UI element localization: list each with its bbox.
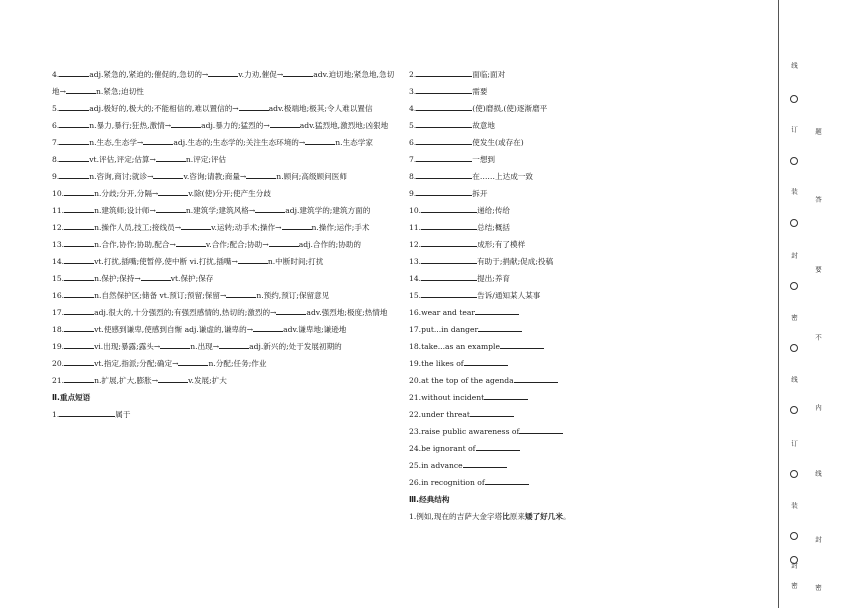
entry-text: v.咨询;请教;商量→ (183, 172, 247, 181)
entry-text: n.合作,协作;协助,配合→ (94, 240, 176, 249)
example-bold: 比 (502, 512, 510, 521)
answer-blank[interactable] (416, 187, 472, 196)
vocab-entry (52, 185, 396, 202)
phrase-entry (409, 83, 754, 100)
entry-number: 10. (52, 189, 65, 198)
entry-number: 6. (52, 121, 60, 130)
phrase-entry (409, 253, 754, 270)
vocab-entry (52, 287, 396, 304)
entry-text: n.预约,预订;保留意见 (256, 291, 330, 300)
binding-hole-icon (790, 219, 798, 227)
entry-number: 23. (409, 427, 422, 436)
answer-blank[interactable] (156, 204, 186, 213)
entry-number: 6. (409, 138, 417, 147)
answer-blank[interactable] (282, 221, 312, 230)
answer-blank[interactable] (219, 340, 249, 349)
phrase-entry (409, 423, 754, 440)
entry-text: n.咨询,商讨;就诊→ (89, 172, 154, 181)
entry-text: adv.强烈地;极度;热情地 (306, 308, 388, 317)
entry-text: be ignorant of (421, 444, 476, 453)
binding-notice-label: 密 (814, 584, 822, 591)
entry-number: 8. (52, 155, 60, 164)
phrase-entry (409, 355, 754, 372)
answer-blank[interactable] (476, 442, 520, 451)
entry-number: 8. (409, 172, 417, 181)
vocab-entry (52, 66, 396, 100)
answer-blank[interactable] (66, 85, 96, 94)
phrase-entry (409, 304, 754, 321)
entry-text: n.顾问;高级顾问医师 (276, 172, 347, 181)
entry-text: adj.生态的;生态学的;关注生态环境的→ (173, 138, 306, 147)
entry-number: 16. (409, 308, 422, 317)
entry-text: adj.很大的,十分强烈的;有强烈感情的,热切的;激烈的→ (94, 308, 277, 317)
binding-label: 装 (790, 502, 798, 509)
entry-text: adj.建筑学的;建筑方面的 (285, 206, 371, 215)
entry-text: 在……上达成一致 (472, 172, 533, 181)
entry-number: 19. (409, 359, 422, 368)
binding-label: 密 (790, 314, 798, 321)
entry-text: v.除(使)分开;使产生分歧 (188, 189, 271, 198)
answer-blank[interactable] (478, 323, 522, 332)
entry-number: 18. (52, 325, 65, 334)
binding-label: 封 (790, 252, 798, 259)
answer-blank[interactable] (485, 476, 529, 485)
entry-number: 2. (409, 70, 417, 79)
answer-blank[interactable] (416, 85, 472, 94)
answer-blank[interactable] (64, 340, 94, 349)
answer-blank[interactable] (421, 238, 477, 247)
entry-number: 14. (52, 257, 65, 266)
entry-number: 5. (52, 104, 60, 113)
phrase-entry (409, 474, 754, 491)
answer-blank[interactable] (226, 289, 256, 298)
answer-blank[interactable] (64, 272, 94, 281)
answer-blank[interactable] (421, 204, 477, 213)
vocab-entry (52, 270, 396, 287)
answer-blank[interactable] (484, 391, 528, 400)
entry-text: under threat (421, 410, 470, 419)
entry-text: adj.暴力的;猛烈的→ (201, 121, 270, 130)
entry-text: 使发生(或存在) (472, 138, 524, 147)
entry-text: take...as an example (421, 342, 500, 351)
entry-number: 21. (52, 376, 65, 385)
answer-blank[interactable] (59, 170, 89, 179)
binding-notice-label: 封 (814, 536, 822, 543)
entry-number: 9. (409, 189, 417, 198)
phrase-entry (409, 134, 754, 151)
structure-example (409, 508, 754, 525)
entry-text: vi.出现;暴露;露头→ (94, 342, 161, 351)
answer-blank[interactable] (64, 306, 94, 315)
phrase-entry (409, 270, 754, 287)
answer-blank[interactable] (239, 102, 269, 111)
entry-number: 1. (52, 410, 60, 419)
entry-number: 7. (409, 155, 417, 164)
entry-text: n.生态,生态学→ (89, 138, 144, 147)
entry-text: without incident (421, 393, 485, 402)
phrase-entry (409, 389, 754, 406)
phrase-entry (409, 219, 754, 236)
binding-hole-icon (790, 157, 798, 165)
entry-text: 提出;养育 (477, 274, 511, 283)
vocab-entry (52, 236, 396, 253)
vocab-entry (52, 202, 396, 219)
entry-text: 有助于;捐献;促成;投稿 (477, 257, 554, 266)
vocab-entry (52, 100, 396, 117)
answer-blank[interactable] (171, 119, 201, 128)
answer-blank[interactable] (283, 68, 313, 77)
binding-hole-icon (790, 532, 798, 540)
answer-blank[interactable] (64, 255, 94, 264)
entry-number: 21. (409, 393, 422, 402)
binding-label: 线 (790, 62, 798, 69)
phrase-entry (409, 100, 754, 117)
entry-text: put...in danger (421, 325, 479, 334)
entry-number: 3. (409, 87, 417, 96)
vocab-entry (52, 253, 396, 270)
entry-number: 12. (409, 240, 422, 249)
answer-blank[interactable] (176, 238, 206, 247)
answer-blank[interactable] (246, 170, 276, 179)
answer-blank[interactable] (255, 204, 285, 213)
answer-blank[interactable] (269, 238, 299, 247)
left-column (52, 66, 396, 423)
entry-number: 11. (409, 223, 422, 232)
answer-blank[interactable] (470, 408, 514, 417)
binding-margin (778, 0, 860, 608)
answer-blank[interactable] (141, 272, 171, 281)
answer-blank[interactable] (64, 323, 94, 332)
entry-number: 4. (409, 104, 417, 113)
answer-blank[interactable] (464, 357, 508, 366)
answer-blank[interactable] (416, 119, 472, 128)
phrase-entry (409, 338, 754, 355)
vocab-entry (52, 321, 396, 338)
answer-blank[interactable] (463, 459, 507, 468)
entry-number: 4. (52, 70, 60, 79)
answer-blank[interactable] (59, 136, 89, 145)
answer-blank[interactable] (64, 221, 94, 230)
answer-blank[interactable] (416, 68, 472, 77)
entry-text: in recognition of (421, 478, 485, 487)
entry-text: v.运转;动手术;操作→ (211, 223, 282, 232)
binding-hole-icon (790, 470, 798, 478)
entry-number: 13. (52, 240, 65, 249)
answer-blank[interactable] (208, 68, 238, 77)
entry-number: 18. (409, 342, 422, 351)
entry-text: 告诉/通知某人某事 (477, 291, 541, 300)
vocab-entry (52, 372, 396, 389)
entry-text: vt.使感到谦卑,使感到自惭 adj.谦虚的,谦卑的→ (94, 325, 254, 334)
phrase-entry (409, 457, 754, 474)
answer-blank[interactable] (64, 374, 94, 383)
answer-blank[interactable] (181, 221, 211, 230)
entry-number: 25. (409, 461, 422, 470)
answer-blank[interactable] (59, 119, 89, 128)
entry-text: adj.合作的;协助的 (298, 240, 362, 249)
answer-blank[interactable] (276, 306, 306, 315)
binding-notice-label: 题 (814, 128, 822, 135)
answer-blank[interactable] (305, 136, 335, 145)
binding-hole-icon (790, 406, 798, 414)
entry-text: vt.评估,评定;估算→ (89, 155, 156, 164)
entry-text: in advance (421, 461, 463, 470)
entry-number: 16. (52, 291, 65, 300)
entry-number: 5. (409, 121, 417, 130)
entry-number: 24. (409, 444, 422, 453)
phrase-entry (409, 372, 754, 389)
binding-hole-icon (790, 95, 798, 103)
entry-text: adv.迫切地;紧急地,急切地→ (52, 70, 395, 96)
example-text: 原来 (509, 512, 525, 521)
vocab-entry (52, 134, 396, 151)
binding-hole-icon (790, 282, 798, 290)
answer-blank[interactable] (153, 170, 183, 179)
answer-blank[interactable] (421, 221, 477, 230)
entry-text: 故意地 (472, 121, 496, 130)
entry-text: 总结;概括 (477, 223, 511, 232)
entry-text: 拆开 (472, 189, 488, 198)
phrase-entry (409, 168, 754, 185)
entry-number: 11. (52, 206, 65, 215)
binding-label: 密 (790, 582, 798, 589)
phrase-entry (409, 287, 754, 304)
phrase-entry (409, 202, 754, 219)
binding-notice-label: 答 (814, 196, 822, 203)
entry-number: 13. (409, 257, 422, 266)
entry-text: 需要 (472, 87, 488, 96)
answer-blank[interactable] (59, 408, 115, 417)
entry-number: 22. (409, 410, 422, 419)
entry-text: n.评定;评估 (185, 155, 227, 164)
entry-text: v.发展;扩大 (188, 376, 227, 385)
entry-text: 成形;有了模样 (477, 240, 526, 249)
entry-text: wear and tear (421, 308, 476, 317)
answer-blank[interactable] (416, 170, 472, 179)
entry-text: (使)磨损,(使)逐渐磨平 (472, 104, 548, 113)
answer-blank[interactable] (416, 153, 472, 162)
binding-hole-icon (790, 344, 798, 352)
vocab-entry (52, 355, 396, 372)
entry-number: 17. (409, 325, 422, 334)
entry-text: adj.紧急的,紧迫的;催促的,急切的→ (89, 70, 209, 79)
answer-blank[interactable] (160, 340, 190, 349)
entry-number: 10. (409, 206, 422, 215)
binding-hole-icon (790, 556, 798, 564)
entry-text: adv.极端地;极其;令人难以置信 (268, 104, 373, 113)
entry-text: vt.保护;保存 (170, 274, 214, 283)
entry-number: 15. (409, 291, 422, 300)
answer-blank[interactable] (421, 255, 477, 264)
entry-text: n.暴力,暴行;狂热,激情→ (89, 121, 172, 130)
answer-blank[interactable] (158, 187, 188, 196)
vocab-entry (52, 338, 396, 355)
entry-number: 19. (52, 342, 65, 351)
entry-text: n.中断时间;打扰 (267, 257, 324, 266)
entry-number: 20. (52, 359, 65, 368)
answer-blank[interactable] (64, 204, 94, 213)
entry-text: vt.打扰,插嘴;使暂停,使中断 vi.打扰,插嘴→ (94, 257, 238, 266)
entry-text: n.建筑学;建筑风格→ (185, 206, 256, 215)
entry-number: 14. (409, 274, 422, 283)
answer-blank[interactable] (238, 255, 268, 264)
answer-blank[interactable] (500, 340, 544, 349)
binding-notice-label: 内 (814, 404, 822, 411)
phrase-entry (409, 236, 754, 253)
entry-text: 一想到 (472, 155, 496, 164)
binding-line (778, 0, 779, 608)
entry-text: n.出现→ (190, 342, 220, 351)
entry-number: 9. (52, 172, 60, 181)
example-text: 1.例如,现在的吉萨大金字塔 (409, 512, 503, 521)
answer-blank[interactable] (421, 289, 477, 298)
entry-number: 20. (409, 376, 422, 385)
phrase-entry (409, 151, 754, 168)
answer-blank[interactable] (514, 374, 558, 383)
section-title-structures: Ⅲ.经典结构 (409, 495, 450, 504)
entry-text: 面临;面对 (472, 70, 506, 79)
entry-text: at the top of the agenda (421, 376, 514, 385)
binding-notice-label: 要 (814, 266, 822, 273)
entry-number: 12. (52, 223, 65, 232)
entry-text: raise public awareness of (421, 427, 520, 436)
entry-text: n.紧急;迫切性 (95, 87, 144, 96)
phrase-entry (409, 117, 754, 134)
answer-blank[interactable] (156, 153, 186, 162)
entry-text: n.生态学家 (335, 138, 373, 147)
vocab-entry (52, 117, 396, 134)
answer-blank[interactable] (143, 136, 173, 145)
entry-text: n.扩展,扩大,膨胀→ (94, 376, 159, 385)
example-text: 。 (562, 512, 571, 521)
entry-number: 15. (52, 274, 65, 283)
entry-text: adj.极好的,极大的;不能相信的,难以置信的→ (89, 104, 239, 113)
answer-blank[interactable] (421, 272, 477, 281)
answer-blank[interactable] (253, 323, 283, 332)
binding-notice-label: 线 (814, 470, 822, 477)
answer-blank[interactable] (59, 68, 89, 77)
entry-text: adj.新兴的;处于发展初期的 (249, 342, 342, 351)
entry-text: n.操作;运作;手术 (311, 223, 370, 232)
binding-label: 装 (790, 188, 798, 195)
answer-blank[interactable] (475, 306, 519, 315)
example-bold: 矮了好几米 (524, 512, 563, 521)
entry-text: the likes of (421, 359, 464, 368)
binding-label: 线 (790, 376, 798, 383)
phrase-entry (409, 185, 754, 202)
answer-blank[interactable] (64, 289, 94, 298)
answer-blank[interactable] (270, 119, 300, 128)
entry-text: 递给;传给 (477, 206, 511, 215)
entry-text: v.力劝,催促→ (238, 70, 284, 79)
entry-text: v.合作;配合;协助→ (205, 240, 269, 249)
entry-text: n.操作人员,技工;接线员→ (94, 223, 182, 232)
answer-blank[interactable] (64, 238, 94, 247)
answer-blank[interactable] (59, 153, 89, 162)
entry-text: n.自然保护区;储备 vt.预订;预留;保留→ (94, 291, 227, 300)
answer-blank[interactable] (64, 357, 94, 366)
entry-number: 26. (409, 478, 422, 487)
vocab-entry (52, 168, 396, 185)
phrase-entry (409, 440, 754, 457)
entry-number: 7. (52, 138, 60, 147)
entry-text: n.保护;保持→ (94, 274, 141, 283)
answer-blank[interactable] (416, 102, 472, 111)
entry-text: adv.谦卑地;谦逊地 (283, 325, 347, 334)
section-title-phrases: Ⅱ.重点短语 (52, 393, 91, 402)
answer-blank[interactable] (59, 102, 89, 111)
entry-text: n.分配;任务;作业 (208, 359, 267, 368)
entry-text: n.分歧;分开,分隔→ (94, 189, 159, 198)
vocab-entry (52, 151, 396, 168)
answer-blank[interactable] (519, 425, 563, 434)
binding-label: 订 (790, 440, 798, 447)
answer-blank[interactable] (158, 374, 188, 383)
entry-text: adv.猛烈地,激烈地;凶狠地 (299, 121, 389, 130)
phrase-entry (409, 406, 754, 423)
vocab-entry (52, 304, 396, 321)
answer-blank[interactable] (64, 187, 94, 196)
phrase-entry (409, 321, 754, 338)
answer-blank[interactable] (178, 357, 208, 366)
phrase-entry (409, 66, 754, 83)
binding-notice-label: 不 (814, 334, 822, 341)
entry-text: 属于 (115, 410, 131, 419)
binding-label: 封 (790, 562, 798, 569)
entry-text: n.建筑师;设计师→ (94, 206, 156, 215)
entry-text: vt.指定,指派;分配;确定→ (94, 359, 179, 368)
answer-blank[interactable] (416, 136, 472, 145)
right-column (409, 66, 754, 525)
entry-number: 17. (52, 308, 65, 317)
vocab-entry (52, 219, 396, 236)
phrase-entry (52, 406, 396, 423)
binding-label: 订 (790, 126, 798, 133)
